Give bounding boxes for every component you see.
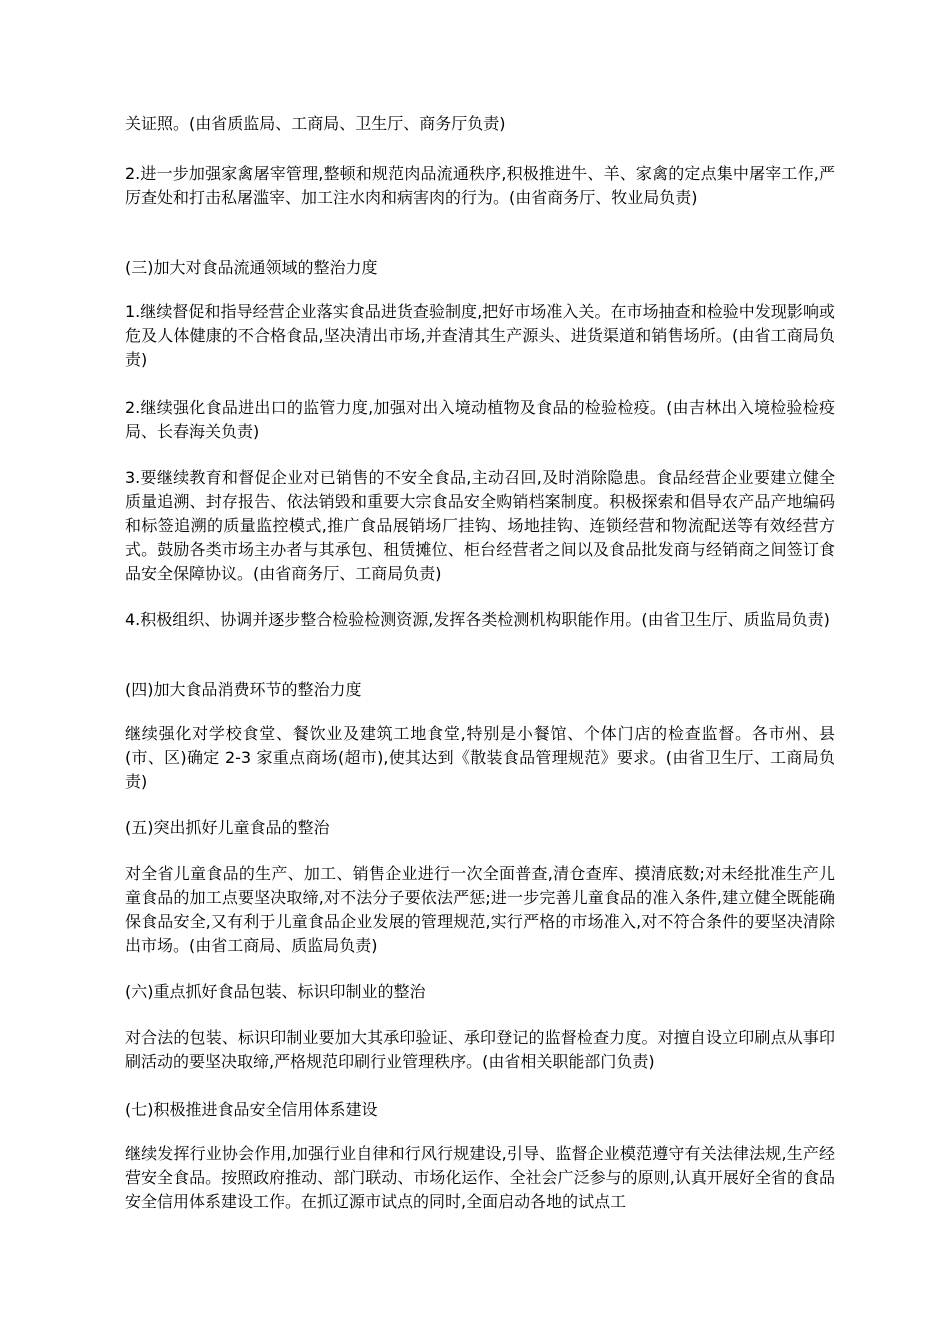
paragraph-6: 4.积极组织、协调并逐步整合检验检测资源,发挥各类检测机构职能作用。(由省卫生厅、质监局负责) [125,610,830,629]
section-heading-4: (四)加大食品消费环节的整治力度 [125,680,362,699]
paragraph-8: 对全省儿童食品的生产、加工、销售企业进行一次全面普查,清仓查库、摸清底数;对未经批准生产儿童食品的加工点要坚决取缔,对不法分子要依法严惩;进一步完善儿童食品的准入条件,建立健全既能确保食品安全,又有利于儿童食品企业发展的管理规范,实行严格的市场准入,对不符合条件的要坚决清除出市场。(由省工商局、质监局负责) [125,864,835,955]
section-heading-6: (六)重点抓好食品包装、标识印制业的整治 [125,982,426,1001]
paragraph-9: 对合法的包装、标识印制业要加大其承印验证、承印登记的监督检查力度。对擅自设立印刷点从事印刷活动的要坚决取缔,严格规范印刷行业管理秩序。(由省相关职能部门负责) [125,1028,835,1071]
paragraph-5: 3.要继续教育和督促企业对已销售的不安全食品,主动召回,及时消除隐患。食品经营企业要建立健全质量追溯、封存报告、依法销毁和重要大宗食品安全购销档案制度。积极探索和倡导农产品产地编码和标签追溯的质量监控模式,推广食品展销场厂挂钩、场地挂钩、连锁经营和物流配送等有效经营方式。鼓励各类市场主办者与其承包、租赁摊位、柜台经营者之间以及食品批发商与经销商之间签订食品安全保障协议。(由省商务厅、工商局负责) [125,468,835,583]
paragraph-1: 关证照。(由省质监局、工商局、卫生厅、商务厅负责) [125,114,506,133]
paragraph-10: 继续发挥行业协会作用,加强行业自律和行风行规建设,引导、监督企业模范遵守有关法律法规,生产经营安全食品。按照政府推动、部门联动、市场化运作、全社会广泛参与的原则,认真开展好全省的食品安全信用体系建设工作。在抓辽源市试点的同时,全面启动各地的试点工 [125,1144,835,1211]
section-heading-7: (七)积极推进食品安全信用体系建设 [125,1100,378,1119]
paragraph-2: 2.进一步加强家禽屠宰管理,整顿和规范肉品流通秩序,积极推进牛、羊、家禽的定点集中屠宰工作,严厉查处和打击私屠滥宰、加工注水肉和病害肉的行为。(由省商务厅、牧业局负责) [125,164,835,207]
section-heading-5: (五)突出抓好儿童食品的整治 [125,818,330,837]
paragraph-7: 继续强化对学校食堂、餐饮业及建筑工地食堂,特别是小餐馆、个体门店的检查监督。各市州、县(市、区)确定 2-3 家重点商场(超市),使其达到《散装食品管理规范》要求。(由省卫生厅、工商局负责) [125,724,835,791]
section-heading-3: (三)加大对食品流通领域的整治力度 [125,258,378,277]
paragraph-3: 1.继续督促和指导经营企业落实食品进货查验制度,把好市场准入关。在市场抽查和检验中发现影响或危及人体健康的不合格食品,坚决清出市场,并查清其生产源头、进货渠道和销售场所。(由省工商局负责) [125,302,835,369]
paragraph-4: 2.继续强化食品进出口的监管力度,加强对出入境动植物及食品的检验检疫。(由吉林出入境检验检疫局、长春海关负责) [125,398,835,441]
